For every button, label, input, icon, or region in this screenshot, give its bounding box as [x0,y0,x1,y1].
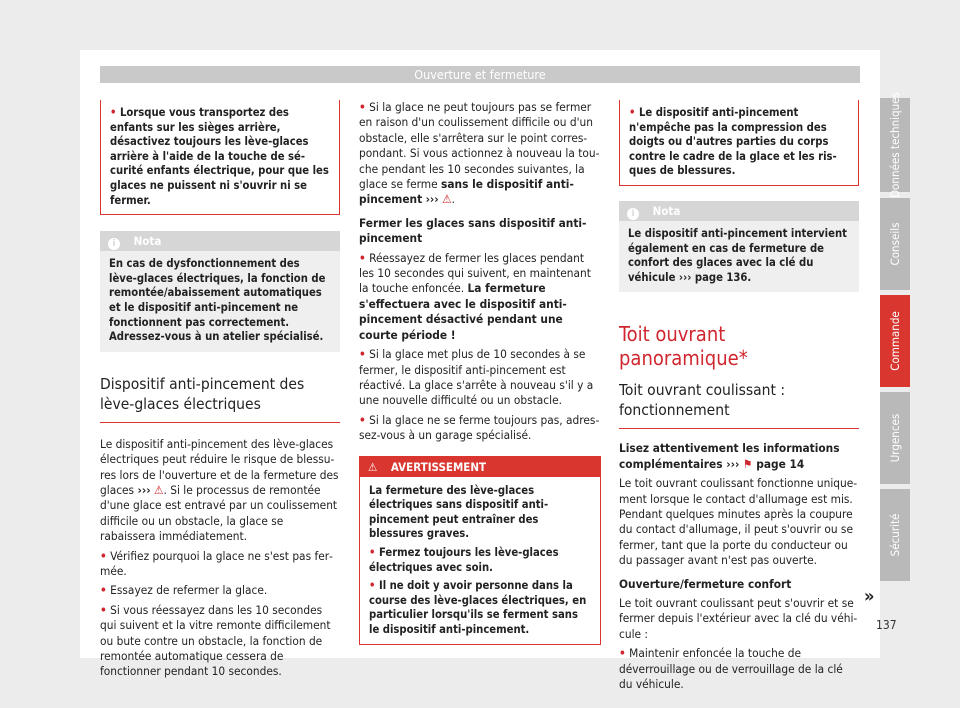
note-body: Le dispositif anti-pincement intervient également en cas de fermeture de confort des glaces avec la clé du véhicule ››› page 136. [628,226,847,284]
warning-box [359,456,601,646]
list-item: • Maintenir enfoncée la touche de déverrouillage ou de verrouillage de la clé du véhicule. [619,646,843,692]
list-item: • Réessayez de fermer les glaces pendant les 10 secondes qui suivent, en maintenant la touche enfoncée. La fermeture s'effectuera avec le dispositif anti-pincement désactivé pendant une courte période ! [359,250,591,342]
book-icon: ⚑ [743,456,753,471]
paragraph: Le toit ouvrant coulissant fonctionne uniquement lorsque le contact d'allumage est mis. Pendant quelques minutes après la coupure du contact d'allumage, il peut s'ouvrir ou se fermer, tant que la porte du conducteur ou du passager avant n'est pas ouverte. [619,476,858,568]
page-header [100,66,860,83]
warning-box-continued [100,100,340,215]
warning-label: AVERTISSEMENT [390,459,487,474]
list-item: • Si la glace ne peut toujours pas se fermer en raison d'un coulissement difficile ou d'un obstacle, elle s'arrêtera sur le point correspondant. Si vous actionnez à nouveau la touche pendant les 10 secondes suivantes, la glace se ferme sans le dispositif anti-pincement ››› ⚠. [359,100,600,207]
tab-commande[interactable]: Commande [880,295,910,387]
info-icon: i [627,208,639,220]
info-icon: i [108,238,120,250]
warning-box-continued: • Le dispositif anti-pincement n'empêche pas la compression des doigts ou d'autres parties du corps contre le cadre de la glace et les risques de blessures. [619,100,859,186]
warning-header [360,457,600,477]
list-item: • Si la glace ne se ferme toujours pas, adressez-vous à un garage spécialisé. [359,412,600,443]
paragraph: Le toit ouvrant coulissant peut s'ouvrir et se fermer depuis l'extérieur avec la clé du véhicule : [619,596,858,641]
warning-triangle-icon: ⚠ [153,482,164,497]
section-title: Dispositif anti-pincement des lève-glaces électriques [100,374,340,423]
intro-text-2: . Si le processus de remontée d'une glace est entravé par un coulissement difficile ou un obstacle, la glace se rabaissera immédiatement. [100,482,338,544]
note-box [100,231,340,352]
list-item: • Vérifiez pourquoi la glace ne s'est pas fermée. [100,548,333,578]
column-2 [359,100,601,645]
list-item: • Si vous réessayez dans les 10 secondes qui suivent et la vitre remonte difficilement ou bute contre un obstacle, la fonction de remontée automatique cessera de fonctionner pendant 10 secondes. [100,602,331,679]
warning-text: Le dispositif anti-pincement n'empêche pas la compression des doigts ou d'autres parties du corps contre le cadre de la glace et les risques de blessures. [629,106,837,178]
page-number: 137 [876,618,897,632]
page-link[interactable]: page 136 [694,270,748,284]
tab-donnees-techniques[interactable]: Données techniques [880,98,910,192]
warning-text: Lorsque vous transportez des enfants sur les sièges arrière, désactivez toujours les lève-glaces arrière à l'aide de la touche de sécurité enfants électrique, pour que les glaces ne puissent ni s'ouvrir ni se fermer. [110,106,329,207]
section-title: Toit ouvrant coulissant : fonctionnement [619,380,859,429]
tab-conseils[interactable]: Conseils [880,198,910,290]
warning-body [360,477,600,645]
tab-urgences[interactable]: Urgences [880,392,910,484]
warning-triangle-icon: ⚠ [442,192,452,207]
column-3 [619,100,859,696]
warning-triangle-icon: ⚠ [368,459,378,474]
column-1 [100,100,340,684]
list-item: • Il ne doit y avoir personne dans la course des lève-glaces électriques, en particulier lorsqu'ils se ferment sans le dispositif anti-pincement. [369,579,587,636]
note-header [619,201,859,221]
chapter-title: Toit ouvrant panoramique* [619,322,748,371]
continue-chevron: » [864,586,875,607]
note-text: En cas de dysfonctionnement des lève-glaces électriques, la fonction de remontée/abaissement automatiques et le dispositif anti-pincement ne fonctionnent pas correctement. Adressez-vous à un atelier spécialisé. [109,257,326,344]
read-note: Lisez attentivement les informations complémentaires ››› ⚑ page 14 [619,441,840,471]
note-label: Nota [133,234,162,249]
intro-text: Le dispositif anti-pincement des lève-glaces électriques peut réduire le risque de blessures lors de l'ouverture et de la fermeture des glaces [100,436,339,497]
bullet-icon: • [110,106,117,119]
list-item: • Essayez de refermer la glace. [100,583,268,598]
ref-arrow: ››› [137,482,151,497]
note-label: Nota [652,203,681,218]
note-header [100,231,340,251]
list-item: • Si la glace met plus de 10 secondes à se fermer, le dispositif anti-pincement est réactivé. La glace s'arrête à nouveau s'il y a une nouvelle difficulté ou un obstacle. [359,347,594,408]
page-link[interactable]: page 14 [756,456,805,471]
list-item: • Fermez toujours les lève-glaces électriques avec soin. [369,545,559,574]
note-box [619,201,859,292]
tab-securite[interactable]: Sécurité [880,489,910,581]
subheading: Ouverture/fermeture confort [619,576,792,591]
header-title: Ouverture et fermeture [414,67,546,82]
subheading: Fermer les glaces sans dispositif anti-pincement [359,215,587,246]
intro-paragraph [100,437,340,545]
warning-text: La fermeture des lève-glaces électriques sans dispositif anti-pincement peut entraîner des blessures graves. [369,483,549,541]
